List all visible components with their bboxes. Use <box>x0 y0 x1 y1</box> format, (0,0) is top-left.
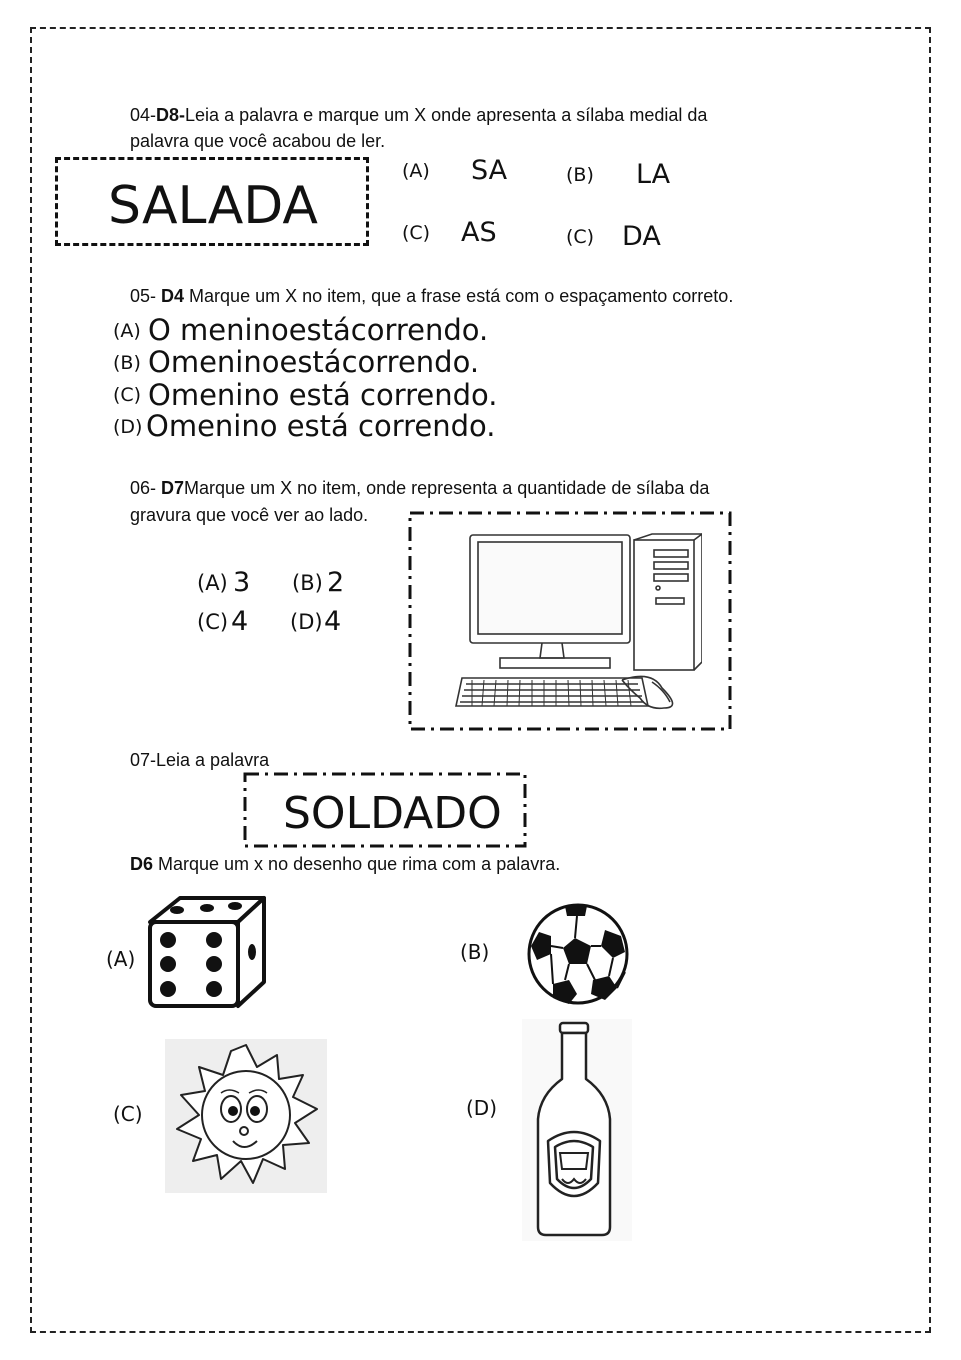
q04-option-b-value: LA <box>636 159 671 190</box>
q05-prompt: 05- D4 Marque um X no item, que a frase está com o espaçamento correto. <box>130 286 734 306</box>
q06-option-a-value: 3 <box>233 567 251 598</box>
q05-option-c-label[interactable]: (C) <box>113 384 142 406</box>
q04-word: SALADA <box>108 176 318 236</box>
q07-option-a-label[interactable]: (A) <box>106 947 136 971</box>
q06-option-c-label[interactable]: (C) <box>197 610 229 634</box>
q05-option-d-label[interactable]: (D) <box>113 416 143 438</box>
q04-option-a-value: SA <box>471 155 508 186</box>
q05-option-b-label[interactable]: (B) <box>113 352 141 374</box>
q07-option-c-label[interactable]: (C) <box>113 1102 143 1126</box>
q05-option-b-text: Omeninoestácorrendo. <box>148 345 480 379</box>
q07-word: SOLDADO <box>283 788 502 839</box>
q04-line2: palavra que você acabou de ler. <box>130 131 386 151</box>
q07-option-b-label[interactable]: (B) <box>460 940 490 964</box>
bottle-icon[interactable] <box>522 1019 632 1241</box>
q06-option-b-value: 2 <box>327 567 345 598</box>
q06-option-b-label[interactable]: (B) <box>292 571 323 595</box>
q05-option-a-label[interactable]: (A) <box>113 320 141 342</box>
dice-icon[interactable] <box>142 892 272 1012</box>
computer-icon[interactable] <box>452 530 702 715</box>
q04-option-c-label[interactable]: (C) <box>402 222 431 244</box>
q07-intro: 07-Leia a palavra <box>130 750 270 770</box>
q06-option-d-value: 4 <box>324 606 342 637</box>
q06-option-a-label[interactable]: (A) <box>197 571 228 595</box>
q04-option-c-value: AS <box>461 217 497 248</box>
sun-icon[interactable] <box>165 1039 327 1193</box>
q04-line1: 04-D8-Leia a palavra e marque um X onde apresenta a sílaba medial da <box>130 105 708 125</box>
q05-option-c-text: Omenino está correndo. <box>148 378 498 412</box>
q07-option-d-label[interactable]: (D) <box>466 1096 498 1120</box>
q04-option-d-value: DA <box>622 221 661 252</box>
q06-line1: 06- D7Marque um X no item, onde representa a quantidade de sílaba da <box>130 478 710 498</box>
soccer-ball-icon[interactable] <box>525 902 631 1006</box>
q06-option-d-label[interactable]: (D) <box>290 610 323 634</box>
q04-option-a-label[interactable]: (A) <box>402 160 430 182</box>
q06-line2: gravura que você ver ao lado. <box>130 505 369 525</box>
q06-option-c-value: 4 <box>231 606 249 637</box>
q07-prompt: D6 Marque um x no desenho que rima com a palavra. <box>130 854 561 874</box>
q05-option-a-text: O meninoestácorrendo. <box>148 313 489 347</box>
q05-option-d-text: Omenino está correndo. <box>146 409 496 443</box>
q04-option-b-label[interactable]: (B) <box>566 164 594 186</box>
q04-option-d-label[interactable]: (C) <box>566 226 595 248</box>
